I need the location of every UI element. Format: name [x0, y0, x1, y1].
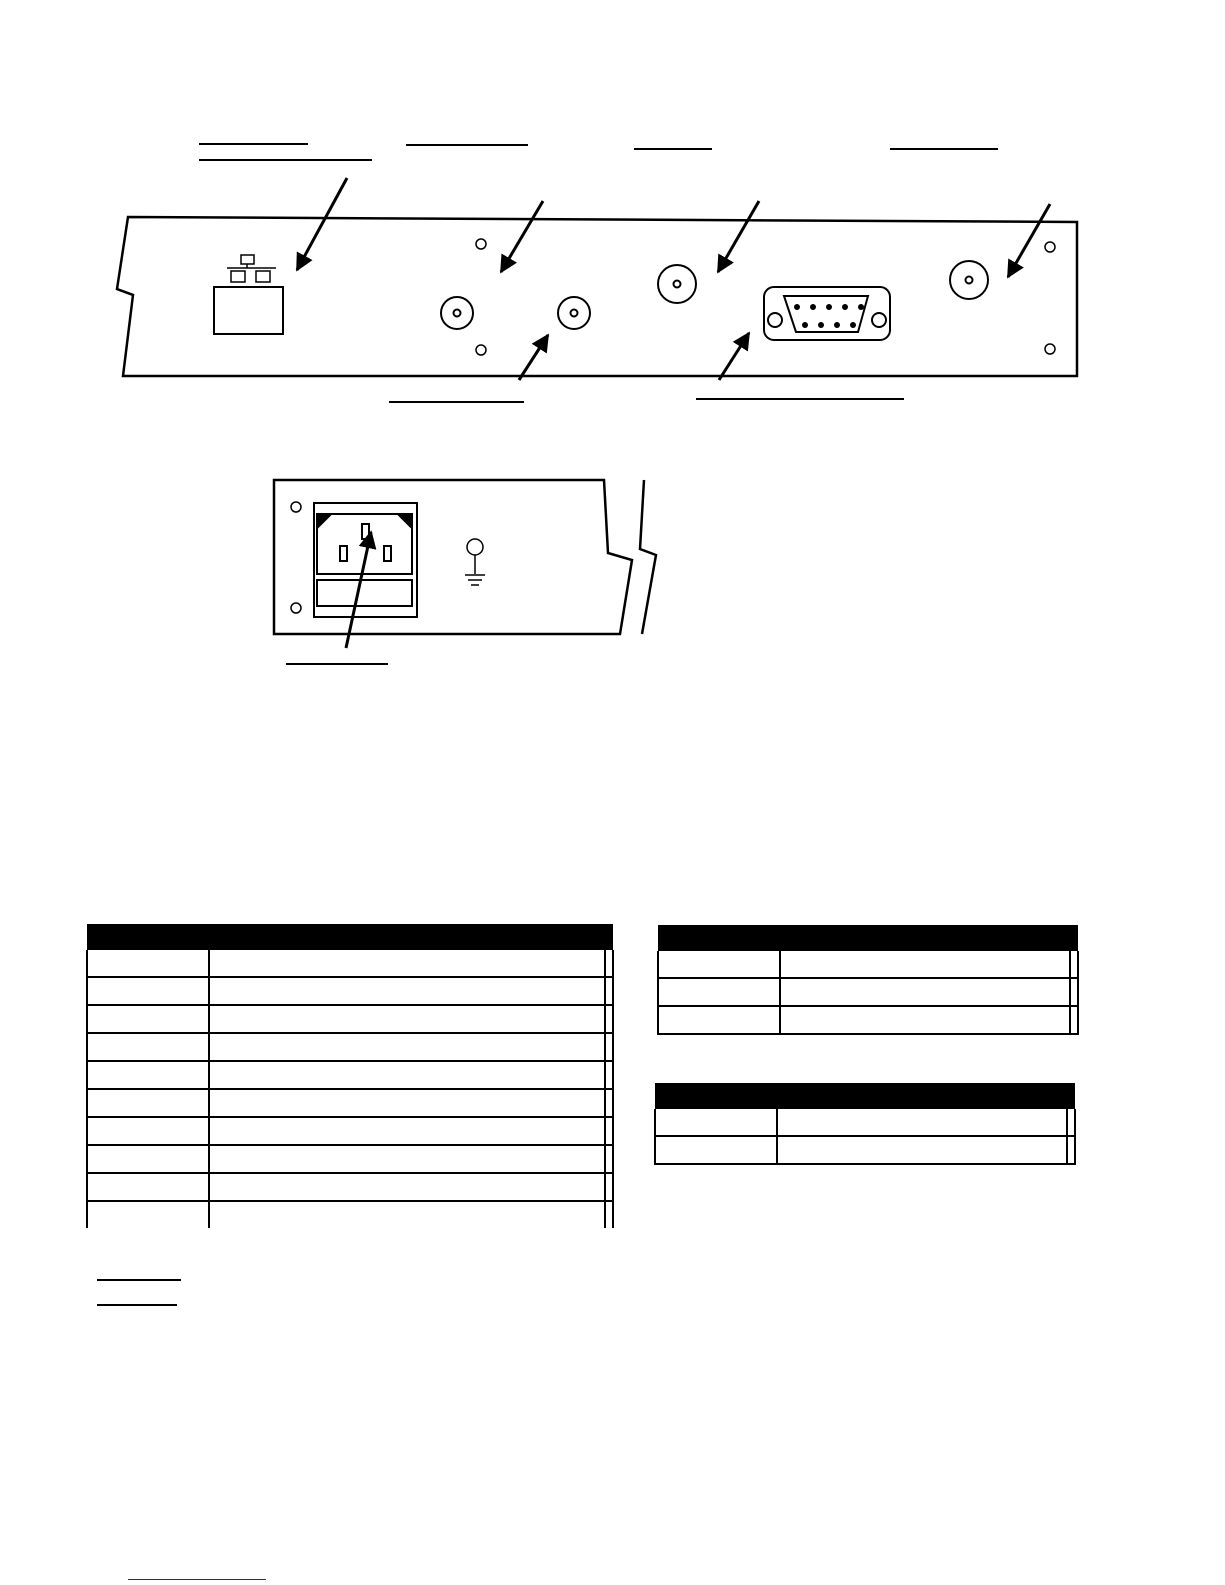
side-bottom-spec-table	[654, 1083, 1076, 1165]
table-row	[87, 1145, 613, 1173]
network-icon	[227, 255, 276, 282]
table-header-row	[655, 1083, 1075, 1109]
column-header	[777, 1083, 1075, 1109]
table-row	[87, 1033, 613, 1061]
table-row	[87, 1117, 613, 1145]
panel-break-line	[640, 480, 656, 634]
column-header	[209, 924, 613, 950]
main-spec-table	[86, 924, 614, 1228]
table-row	[658, 1006, 1078, 1034]
power-callout-arrow	[346, 532, 371, 648]
table-header-row	[658, 925, 1078, 951]
ethernet-port	[214, 287, 283, 334]
table-row	[87, 977, 613, 1005]
table-row	[658, 978, 1078, 1006]
table-row	[87, 1061, 613, 1089]
rear-panel-outline	[117, 217, 1077, 376]
bnc-connector	[558, 297, 590, 329]
bnc-connector	[441, 297, 473, 329]
column-header	[87, 924, 209, 950]
table-header-row	[87, 924, 613, 950]
side-top-spec-table	[657, 925, 1079, 1035]
footer-link[interactable]	[128, 1579, 266, 1580]
mounting-holes	[476, 239, 1055, 355]
column-header	[658, 925, 780, 951]
column-header	[655, 1083, 777, 1109]
bnc-connector	[658, 265, 696, 303]
table-row	[87, 1089, 613, 1117]
note-label-line	[97, 1304, 177, 1306]
note-label-line	[97, 1279, 181, 1281]
ground-icon	[465, 539, 485, 585]
table-row	[87, 1201, 613, 1228]
mounting-holes	[291, 502, 301, 613]
table-row	[655, 1136, 1075, 1164]
callout-label-lines-top	[199, 144, 998, 160]
callout-arrows	[297, 178, 1050, 380]
table-row	[655, 1109, 1075, 1136]
callout-label-lines-bottom	[389, 399, 904, 402]
table-row	[87, 950, 613, 977]
column-header	[780, 925, 1078, 951]
bnc-connector	[950, 261, 988, 299]
table-row	[658, 951, 1078, 978]
table-row	[87, 1005, 613, 1033]
table-row	[87, 1173, 613, 1201]
db9-serial-connector	[764, 287, 890, 340]
